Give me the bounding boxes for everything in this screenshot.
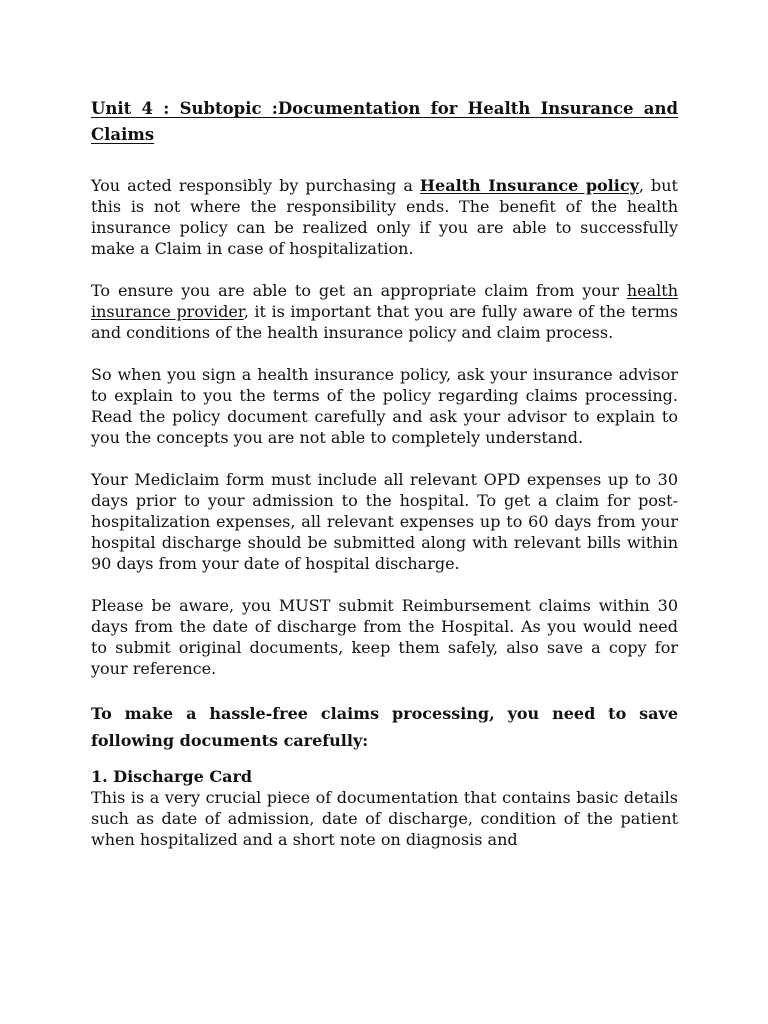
paragraph-2-post: , it is important that you are fully aware of the terms and conditions of the health insurance policy and claim process. <box>91 302 678 342</box>
paragraph-3: So when you sign a health insurance policy, ask your insurance advisor to explain to you the terms of the policy regarding claims processing. Read the policy document carefully and ask your advisor to explain to you the concepts you are not able to completely understand. <box>91 365 678 447</box>
paragraph-1-pre: You acted responsibly by purchasing a <box>91 176 420 195</box>
section-1-body: This is a very crucial piece of documentation that contains basic details such as date of admission, date of discharge, condition of the patient when hospitalized and a short note on diagnosis and <box>91 788 678 849</box>
section-1-title: 1. Discharge Card <box>91 767 253 786</box>
paragraph-1-post: , but this is not where the responsibility ends. The benefit of the health insurance policy can be realized only if you are able to successfully make a Claim in case of hospitalization. <box>91 176 678 258</box>
document-heading <box>91 96 678 148</box>
heading-title: Unit 4 : Subtopic :Documentation for Health Insurance and Claims <box>91 99 678 144</box>
paragraph-2-pre: To ensure you are able to get an appropriate claim from your <box>91 281 627 300</box>
paragraph-4: Your Mediclaim form must include all relevant OPD expenses up to 30 days prior to your admission to the hospital. To get a claim for post-hospitalization expenses, all relevant expenses up to 60 days from your hospital discharge should be submitted along with relevant bills within 90 days from your date of hospital discharge. <box>91 470 678 573</box>
paragraph-5: Please be aware, you MUST submit Reimbursement claims within 30 days from the date of discharge from the Hospital. As you would need to submit original documents, keep them safely, also save a copy for your reference. <box>91 596 678 678</box>
paragraph-2 <box>91 280 678 343</box>
paragraph-1 <box>91 175 678 259</box>
health-insurance-policy-link[interactable]: Health Insurance policy <box>419 176 639 195</box>
document-page <box>91 96 678 850</box>
health-insurance-provider-link[interactable]: health insurance provider <box>91 281 678 321</box>
documents-subheading: To make a hassle-free claims processing, you need to save following documents carefully: <box>91 704 678 750</box>
